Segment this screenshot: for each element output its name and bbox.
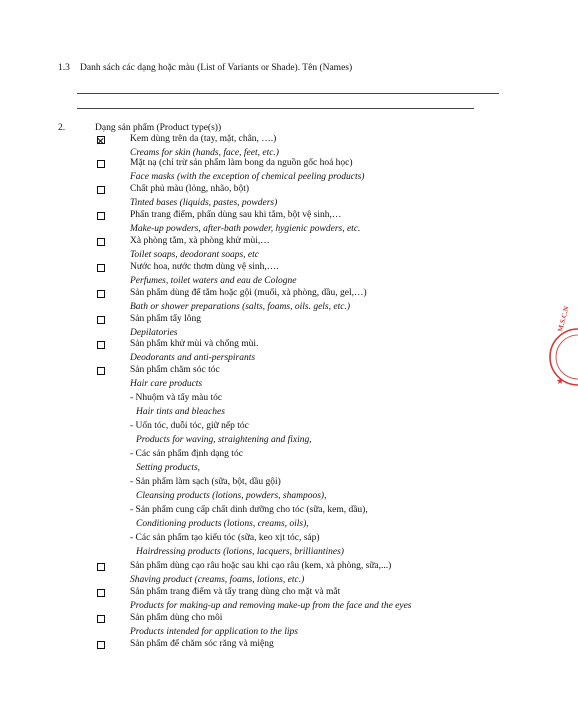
hair-subitem-en: Hairdressing products (lotions, lacquers, brilliantines) — [136, 547, 344, 557]
hair-subitem-en: Conditioning products (lotions, creams, oils), — [136, 519, 309, 529]
item-vi: Sản phẩm tẩy lông — [130, 314, 201, 324]
item-vi: Mặt nạ (chỉ trừ sản phẩm làm bong da nguồn gốc hoá học) — [130, 158, 353, 168]
item-vi: Sản phẩm chăm sóc tóc — [130, 365, 220, 375]
item-en: Tinted bases (liquids, pastes, powders) — [130, 198, 278, 208]
checkbox-icon[interactable] — [97, 186, 105, 194]
item-en: Bath or shower preparations (salts, foams, oils. gels, etc.) — [130, 302, 350, 312]
item-vi: Sản phẩm dùng cạo râu hoặc sau khi cạo râu (kem, xà phòng, sữa,...) — [130, 561, 392, 571]
hair-subitem-en: Hair tints and bleaches — [136, 407, 225, 417]
item-en: Face masks (with the exception of chemical peeling products) — [130, 172, 365, 182]
item-vi: Sản phẩm khử mùi và chống mùi. — [130, 339, 259, 349]
checkbox-icon[interactable] — [97, 264, 105, 272]
stamp-star-icon: ★ — [556, 377, 565, 387]
section-1-3-text: Danh sách các dạng hoặc màu (List of Variants or Shade). Tên (Names) — [80, 63, 353, 73]
checkbox-icon[interactable] — [97, 367, 105, 375]
item-en: Products for making-up and removing make-up from the face and the eyes — [130, 601, 412, 611]
item-en: Creams for skin (hands, face, feet, etc.) — [130, 148, 279, 158]
item-en: Toilet soaps, deodorant soaps, etc — [130, 250, 259, 260]
hair-subitem-en: Products for waving, straightening and fixing, — [136, 435, 312, 445]
stamp-inner-ring — [556, 335, 578, 379]
stamp-text: M.S.C.N — [556, 305, 571, 333]
answer-line-1 — [77, 93, 499, 94]
checkbox-icon[interactable] — [97, 615, 105, 623]
item-en: Depilatories — [130, 328, 178, 338]
item-en: Perfumes, toilet waters and eau de Cologne — [130, 276, 297, 286]
item-en: Shaving product (creams, foams, lotions, etc.) — [130, 575, 305, 585]
checkbox-icon[interactable] — [97, 238, 105, 246]
item-en: Products intended for application to the lips — [130, 627, 298, 637]
hair-subitem-vi: - Sản phẩm cung cấp chất dinh dưỡng cho tóc (sữa, kem, dầu), — [130, 505, 368, 515]
answer-line-2 — [77, 108, 474, 109]
checkbox-icon[interactable] — [97, 290, 105, 298]
item-en: Deodorants and anti-perspirants — [130, 353, 256, 363]
item-vi: Kem dùng trên da (tay, mặt, chân, ….) — [130, 134, 277, 144]
section-number-1-3: 1.3 — [58, 63, 70, 73]
item-en: Make-up powders, after-bath powder, hygienic powders, etc. — [130, 224, 361, 234]
hair-subitem-vi: - Các sản phẩm tạo kiểu tóc (sữa, keo xịt tóc, sáp) — [130, 533, 320, 543]
hair-subitem-vi: - Các sản phẩm định dạng tóc — [130, 449, 243, 459]
checkbox-icon[interactable] — [97, 641, 105, 649]
checkbox-checked-icon[interactable] — [97, 136, 105, 144]
checkbox-icon[interactable] — [97, 160, 105, 168]
section-2-title: Dạng sản phẩm (Product type(s)) — [95, 123, 222, 133]
item-vi: Xà phòng tắm, xà phòng khử mùi,… — [130, 236, 270, 246]
checkbox-icon[interactable] — [97, 589, 105, 597]
item-vi: Sản phẩm để chăm sóc răng và miệng — [130, 639, 274, 649]
checkbox-icon[interactable] — [97, 341, 105, 349]
item-vi: Chất phủ màu (lỏng, nhão, bột) — [130, 184, 249, 194]
checkbox-icon[interactable] — [97, 316, 105, 324]
item-vi: Sản phẩm dùng cho môi — [130, 613, 223, 623]
red-stamp — [548, 302, 578, 412]
section-number-2: 2. — [58, 123, 66, 133]
hair-subitem-en: Setting products, — [136, 463, 201, 473]
hair-subitem-en: Cleansing products (lotions, powders, shampoos), — [136, 491, 327, 501]
hair-subitem-vi: - Nhuộm và tẩy màu tóc — [130, 393, 223, 403]
checkbox-icon[interactable] — [97, 563, 105, 571]
item-vi: Sản phẩm trang điểm và tẩy trang dùng cho mặt và mắt — [130, 587, 341, 597]
checkbox-icon[interactable] — [97, 212, 105, 220]
item-en: Hair care products — [130, 379, 203, 389]
item-vi: Sản phẩm dùng để tắm hoặc gội (muối, xà phòng, dầu, gel,…) — [130, 288, 367, 298]
hair-subitem-vi: - Sản phẩm làm sạch (sữa, bột, dầu gội) — [130, 477, 281, 487]
hair-subitem-vi: - Uốn tóc, duỗi tóc, giữ nếp tóc — [130, 421, 249, 431]
item-vi: Nước hoa, nước thơm dùng vệ sinh,…. — [130, 262, 279, 272]
item-vi: Phấn trang điểm, phấn dùng sau khi tắm, bột vệ sinh,… — [130, 210, 342, 220]
stamp-seal-icon — [548, 302, 578, 412]
